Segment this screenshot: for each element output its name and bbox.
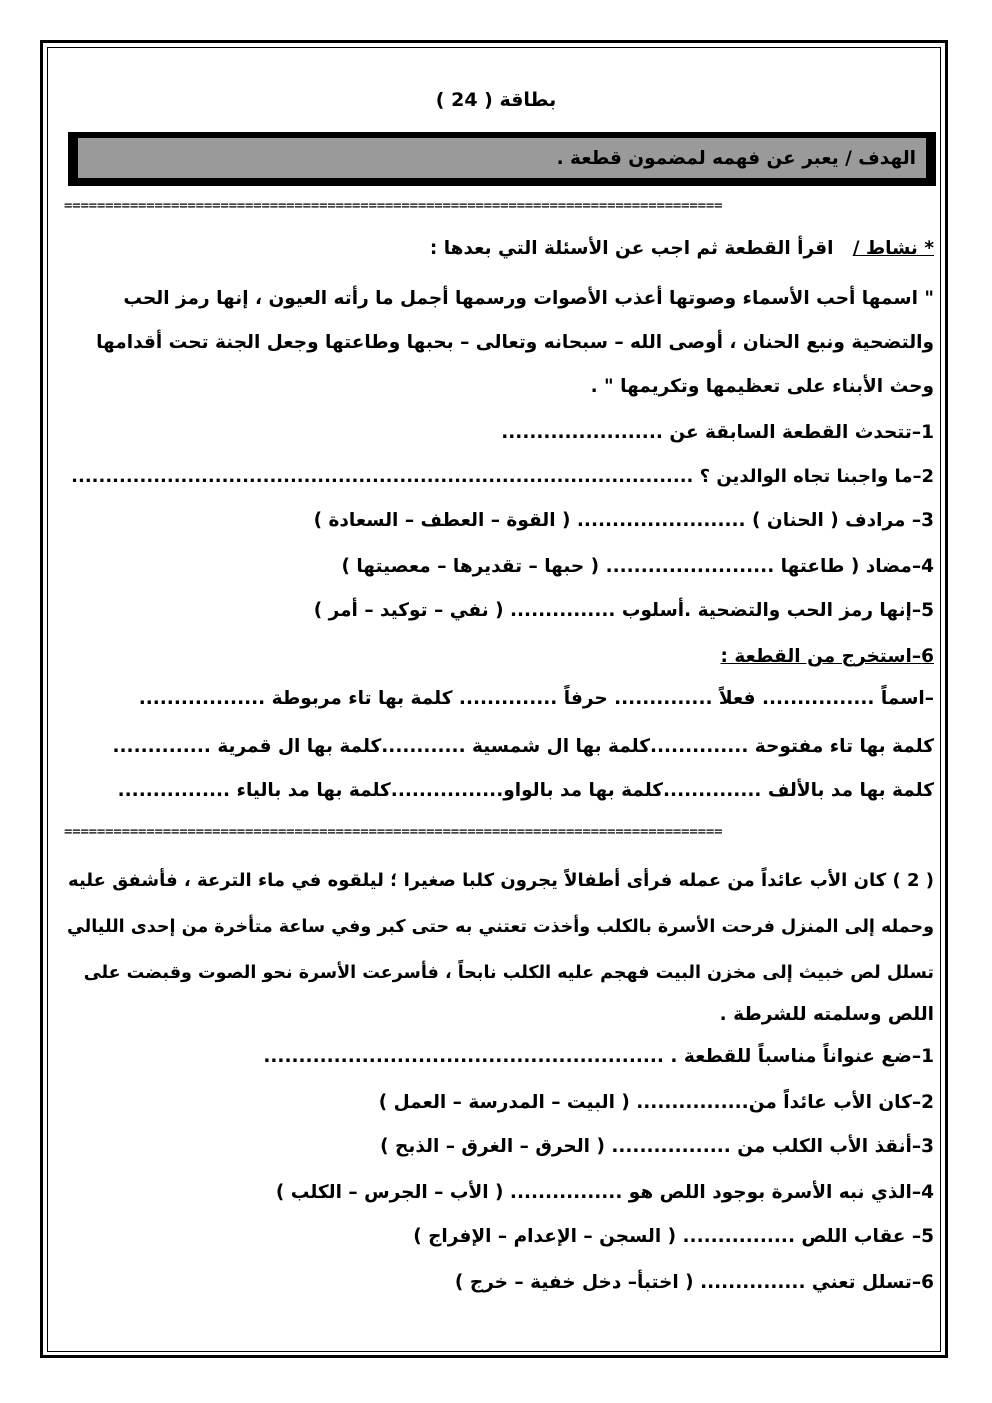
- activity-label: * نشاط /: [852, 238, 934, 259]
- goal-box: [76, 136, 928, 180]
- question-line: 1–ضع عنواناً مناسباً للقطعة . .........................................................: [263, 1046, 934, 1067]
- card-title: بطاقة ( 24 ): [435, 89, 557, 111]
- extract-line: كلمة بها مد بالألف ..............كلمة بها مد بالواو................كلمة بها مد بالياء ................: [117, 780, 934, 801]
- passage-line: وحث الأبناء على تعظيمها وتكريمها " .: [590, 376, 934, 397]
- passage-line: ( 2 ) كان الأب عائداً من عمله فرأى أطفالاً يجرون كلبا صغيرا ؛ ليلقوه في ماء الترعة ، فأشفق عليه: [68, 870, 934, 891]
- question-line: 3–أنقذ الأب الكلب من ................. ( الحرق – الغرق – الذبح ): [380, 1136, 934, 1157]
- question-line: 2–كان الأب عائداً من................ ( البيت – المدرسة – العمل ): [378, 1092, 934, 1113]
- question-line: 6–تسلل تعني ............... ( اختبأ– دخل خفية – خرج ): [454, 1272, 934, 1293]
- goal-text: الهدف / يعبر عن فهمه لمضمون قطعة .: [556, 148, 916, 169]
- question-line: 5–إنها رمز الحب والتضحية .أسلوب ............... ( نفي – توكيد – أمر ): [313, 600, 934, 621]
- separator-line: ================================================================================: [64, 824, 723, 840]
- extract-line: –اسماً ................ فعلاً .............. حرفاً .............. كلمة بها تاء مربوطة ..................: [138, 688, 934, 709]
- activity-heading: [430, 236, 934, 262]
- passage-line: اللص وسلمته للشرطة .: [719, 1004, 934, 1025]
- extract-question-text: 6–استخرج من القطعة :: [720, 646, 934, 667]
- extract-question-label: [721, 644, 935, 670]
- question-line: 1–تتحدث القطعة السابقة عن .......................: [501, 422, 934, 443]
- question-line: 3– مرادف ( الحنان ) ........................ ( القوة – العطف – السعادة ): [313, 510, 934, 531]
- extract-line: كلمة بها تاء مفتوحة ..............كلمة بها ال شمسية ............كلمة بها ال قمرية ..............: [112, 736, 934, 757]
- passage-line: وحمله إلى المنزل فرحت الأسرة بالكلب وأخذت تعتني به حتى كبر وفي ساعة متأخرة من إحدى الليالي: [66, 917, 934, 937]
- question-line: 4–الذي نبه الأسرة بوجود اللص هو ................ ( الأب – الجرس – الكلب ): [275, 1182, 934, 1203]
- question-line: 5– عقاب اللص ................ ( السجن – الإعدام – الإفراج ): [413, 1226, 934, 1247]
- passage-line: تسلل لص خبيث إلى مخزن البيت فهجم عليه الكلب نابحاً ، فأسرعت الأسرة نحو الصوت وقبضت على: [83, 963, 934, 983]
- passage-line: " اسمها أحب الأسماء وصوتها أعذب الأصوات ورسمها أجمل ما رأته العيون ، إنها رمز الحب: [123, 288, 934, 309]
- question-line: 4–مضاد ( طاعتها ........................ ( حبها – تقديرها – معصيتها ): [341, 556, 934, 577]
- separator-line: ================================================================================: [64, 198, 723, 214]
- activity-instruction: اقرأ القطعة ثم اجب عن الأسئلة التي بعدها :: [429, 238, 834, 259]
- passage-line: والتضحية ونبع الحنان ، أوصى الله – سبحانه وتعالى – بحبها وطاعتها وجعل الجنة تحت أقدامها: [96, 332, 934, 353]
- question-line: 2–ما واجبنا تجاه الوالدين ؟ ...........................................................................................: [71, 466, 934, 487]
